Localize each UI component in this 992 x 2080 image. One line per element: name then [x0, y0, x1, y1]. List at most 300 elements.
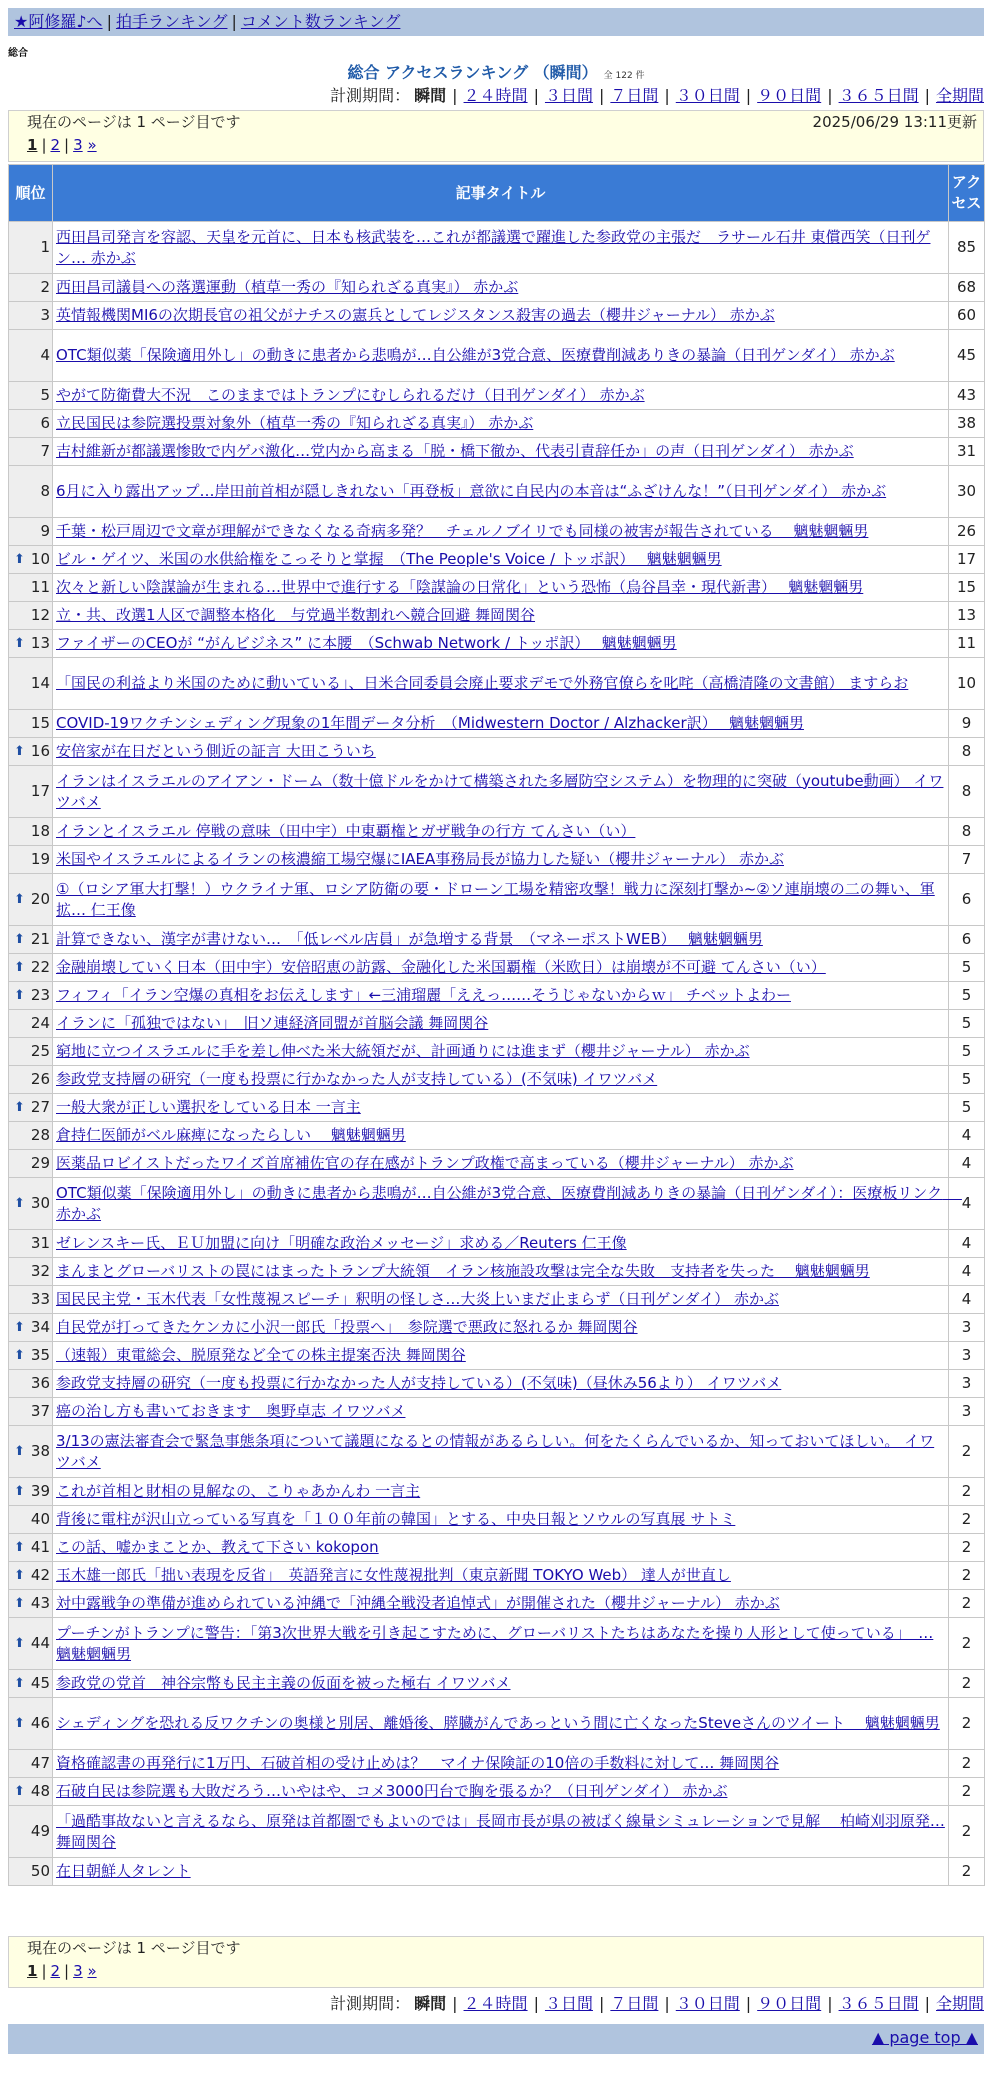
- period-option[interactable]: ２４時間: [463, 1994, 528, 2013]
- title-cell: [53, 1858, 949, 1886]
- article-title-link[interactable]: 立民国民は参院選投票対象外（植草一秀の『知られざる真実』） 赤かぶ: [56, 414, 534, 432]
- access-count: 2: [949, 1750, 985, 1778]
- table-row: [9, 1398, 985, 1426]
- rank-number: 9: [40, 522, 50, 540]
- table-row: [9, 1342, 985, 1370]
- rank-number: 45: [30, 1674, 50, 1692]
- rank-number: 15: [30, 714, 50, 732]
- article-title-link[interactable]: 資格確認書の再発行に1万円、石破首相の受け止めは？ マイナ保険証の10倍の手数料に対して… 舞岡関谷: [56, 1754, 780, 1772]
- article-title-link[interactable]: （速報）東電総会、脱原発など全ての株主提案否決 舞岡関谷: [56, 1346, 466, 1364]
- updated-timestamp: 2025/06/29 13:11更新: [812, 113, 977, 131]
- table-row: [9, 1670, 985, 1698]
- table-row: [9, 1258, 985, 1286]
- access-count: 5: [949, 982, 985, 1010]
- title-cell: [53, 1094, 949, 1122]
- rank-cell: [9, 1670, 53, 1698]
- title-cell: [53, 518, 949, 546]
- rank-cell: [9, 1750, 53, 1778]
- access-count: 2: [949, 1426, 985, 1478]
- access-count: 9: [949, 710, 985, 738]
- article-title-link[interactable]: 西田昌司議員への落選運動（植草一秀の『知られざる真実』） 赤かぶ: [56, 278, 519, 296]
- article-title-link[interactable]: イランとイスラエル 停戦の意味（田中宇）中東覇権とガザ戦争の行方 てんさい（い）: [56, 822, 636, 840]
- period-option[interactable]: 全期間: [935, 1994, 984, 2013]
- title-cell: [53, 546, 949, 574]
- rank-cell: [9, 846, 53, 874]
- table-row: [9, 1010, 985, 1038]
- table-row: [9, 1426, 985, 1478]
- title-cell: [53, 302, 949, 330]
- section-label: 総合: [8, 48, 28, 59]
- pagination-current-page: 1: [27, 136, 38, 154]
- article-title-link[interactable]: 玉木雄一郎氏「拙い表現を反省」 英語発言に女性蔑視批判（東京新聞 TOKYO Web） 達人が世直し: [56, 1566, 731, 1584]
- table-row: [9, 1478, 985, 1506]
- table-row: [9, 710, 985, 738]
- title-cell: [53, 466, 949, 518]
- table-row: [9, 658, 985, 710]
- rank-up-arrow-icon: ⬆: [14, 1568, 25, 1583]
- period-separator: |: [924, 1994, 930, 2013]
- title-cell: [53, 1178, 962, 1230]
- access-count: 3: [949, 1370, 985, 1398]
- rank-cell: [9, 1066, 53, 1094]
- article-title-link[interactable]: プーチンがトランプに警告：「第3次世界大戦を引き起こすために、グローバリストたちはあなたを操り人形として使っている」 … 魑魅魍魎男: [56, 1623, 934, 1663]
- rank-cell: [9, 1286, 53, 1314]
- title-cell: [53, 818, 949, 846]
- title-cell: [53, 1698, 949, 1750]
- rank-number: 4: [40, 346, 50, 364]
- access-count: 38: [949, 410, 985, 438]
- pagination-next[interactable]: »: [87, 136, 97, 154]
- title-cell: [53, 1426, 949, 1478]
- rank-up-arrow-icon: ⬆: [14, 1636, 25, 1651]
- access-count: 13: [949, 602, 985, 630]
- table-row: [9, 1698, 985, 1750]
- title-cell: [53, 1286, 949, 1314]
- rank-cell: [9, 1370, 53, 1398]
- article-title-link[interactable]: 安倍家が在日だという側近の証言 大田こういち: [56, 742, 376, 760]
- rank-cell: [9, 954, 53, 982]
- title-cell: [53, 710, 949, 738]
- rank-number: 11: [30, 578, 50, 596]
- rank-number: 12: [30, 606, 50, 624]
- rank-up-arrow-icon: ⬆: [14, 744, 25, 759]
- rank-cell: [9, 982, 53, 1010]
- article-title-link[interactable]: 米国やイスラエルによるイランの核濃縮工場空爆にIAEA事務局長が協力した疑い（櫻井ジャーナル） 赤かぶ: [56, 850, 784, 868]
- access-count: 2: [949, 1670, 985, 1698]
- comment-ranking-link[interactable]: コメント数ランキング: [240, 12, 401, 31]
- period-option[interactable]: ３０日間: [675, 1994, 740, 2013]
- nav-separator: |: [106, 12, 112, 31]
- period-separator: |: [745, 1994, 752, 2013]
- pagination-page-link[interactable]: 2: [50, 136, 61, 154]
- pagination-separator: |: [41, 136, 47, 154]
- article-title-link[interactable]: OTC類似薬「保険適用外し」の動きに患者から悲鳴が…自公維が3党合意、医療費削減ありきの暴論（日刊ゲンダイ）：医療板リンク 赤かぶ: [56, 1183, 962, 1223]
- article-title-link[interactable]: ①（ロシア軍大打撃！）ウクライナ軍、ロシア防衛の要・ドローン工場を精密攻撃！戦力に深刻打撃か~②ソ連崩壊の二の舞い、軍拡… 仁王像: [56, 879, 935, 919]
- rank-number: 10: [30, 550, 50, 568]
- article-title-link[interactable]: ゼレンスキー氏、ＥＵ加盟に向け「明確な政治メッセージ」求める／Reuters 仁王像: [56, 1234, 627, 1252]
- pagination-bottom: [27, 1961, 97, 1981]
- article-title-link[interactable]: 金融崩壊していく日本（田中宇）安倍昭恵の訪露、金融化した米国覇権（米欧日）は崩壊が不可避 てんさい（い）: [56, 958, 826, 976]
- rank-cell: [9, 1230, 53, 1258]
- rank-number: 5: [40, 386, 50, 404]
- access-count: 30: [949, 466, 985, 518]
- title-cell: [53, 602, 949, 630]
- article-title-link[interactable]: イランに「孤独ではない」 旧ソ連経済同盟が首脳会議 舞岡関谷: [56, 1014, 489, 1032]
- rank-up-arrow-icon: ⬆: [14, 988, 25, 1003]
- rank-cell: [9, 574, 53, 602]
- article-title-link[interactable]: 石破自民は参院選も大敗だろう…いやはや、コメ3000円台で胸を張るか？（日刊ゲンダイ） 赤かぶ: [56, 1782, 728, 1800]
- article-title-link[interactable]: これが首相と財相の見解なの、こりゃあかんわ 一言主: [56, 1482, 421, 1500]
- article-title-link[interactable]: 計算できない、漢字が書けない… 「低レベル店員」が急増する背景 （マネーポストWEB） 魑魅魍魎男: [56, 930, 763, 948]
- period-separator: |: [533, 1994, 539, 2013]
- rank-number: 41: [30, 1538, 50, 1556]
- article-title-link[interactable]: やがて防衛費大不況 このままではトランプにむしられるだけ（日刊ゲンダイ） 赤かぶ: [56, 386, 645, 404]
- table-row: [9, 926, 985, 954]
- rank-number: 2: [40, 278, 50, 296]
- rank-number: 43: [30, 1594, 50, 1612]
- rank-number: 27: [30, 1098, 50, 1116]
- rank-number: 42: [30, 1566, 50, 1584]
- table-row: [9, 518, 985, 546]
- rank-cell: [9, 1778, 53, 1806]
- access-count: 2: [949, 1618, 985, 1670]
- rank-cell: [9, 438, 53, 466]
- rank-up-arrow-icon: ⬆: [14, 1784, 25, 1799]
- period-option[interactable]: 全期間: [935, 86, 984, 105]
- period-label: 計測期間：: [330, 1994, 411, 2013]
- table-row: [9, 1230, 985, 1258]
- article-title-link[interactable]: 医薬品ロビイストだったワイズ首席補佐官の存在感がトランプ政権で高まっている（櫻井ジャーナル） 赤かぶ: [56, 1154, 794, 1172]
- clap-ranking-link[interactable]: 拍手ランキング: [115, 12, 228, 31]
- period-option[interactable]: ３６５日間: [838, 1994, 919, 2013]
- access-count: 3: [949, 1342, 985, 1370]
- period-option[interactable]: ２４時間: [463, 86, 528, 105]
- rank-number: 26: [30, 1070, 50, 1088]
- rank-cell: [9, 738, 53, 766]
- column-header-title: 記事タイトル: [53, 165, 949, 222]
- rank-cell: [9, 1150, 53, 1178]
- article-title-link[interactable]: 一般大衆が正しい選択をしている日本 一言主: [56, 1098, 361, 1116]
- title-cell: [53, 1534, 949, 1562]
- rank-number: 14: [30, 674, 50, 692]
- article-title-link[interactable]: 「国民の利益より米国のために動いている」、日米合同委員会廃止要求デモで外務官僚らを叱咤（高橋清隆の文書館） ますらお: [56, 674, 909, 692]
- article-title-link[interactable]: まんまとグローバリストの罠にはまったトランプ大統領 イラン核施設攻撃は完全な失敗 支持者を失った 魑魅魍魎男: [56, 1262, 870, 1280]
- rank-number: 34: [30, 1318, 50, 1336]
- access-count: 2: [949, 1698, 985, 1750]
- title-cell: [53, 1750, 949, 1778]
- article-title-link[interactable]: フィフィ「イラン空爆の真相をお伝えします」←三浦瑠麗「ええっ……そうじゃないからｗ」 チベットよわー: [56, 986, 791, 1004]
- period-separator: |: [827, 86, 833, 105]
- pagination-separator: |: [64, 1962, 70, 1980]
- article-title-link[interactable]: 参政党支持層の研究（一度も投票に行かなかった人が支持している）(不気味)（昼休み56より） イワツバメ: [56, 1374, 782, 1392]
- table-row: [9, 1858, 985, 1886]
- access-count: 7: [949, 846, 985, 874]
- rank-up-arrow-icon: ⬆: [14, 1596, 25, 1611]
- access-count: 2: [949, 1806, 985, 1858]
- rank-cell: [9, 1122, 53, 1150]
- article-title-link[interactable]: イランはイスラエルのアイアン・ドーム（数十億ドルをかけて構築された多層防空システム）を物理的に突破（youtube動画） イワツバメ: [56, 771, 944, 811]
- pagination-separator: |: [41, 1962, 47, 1980]
- rank-up-arrow-icon: ⬆: [14, 1100, 25, 1115]
- article-title-link[interactable]: 立・共、改選1人区で調整本格化 与党過半数割れへ競合回避 舞岡関谷: [56, 606, 536, 624]
- article-title-link[interactable]: 参政党の党首 神谷宗幣も民主主義の仮面を被った極右 イワツバメ: [56, 1674, 511, 1692]
- title-cell: [53, 574, 949, 602]
- article-title-link[interactable]: 英情報機関MI6の次期長官の祖父がナチスの憲兵としてレジスタンス殺害の過去（櫻井ジャーナル） 赤かぶ: [56, 306, 775, 324]
- access-count: 6: [949, 874, 985, 926]
- access-count: 8: [949, 738, 985, 766]
- title-cell: [53, 222, 949, 274]
- article-title-link[interactable]: 西田昌司発言を容認、天皇を元首に、日本も核武装を…これが都議選で躍進した参政党の主張だ ラサール石井 東償西笑（日刊ゲン… 赤かぶ: [56, 227, 931, 267]
- rank-cell: [9, 1534, 53, 1562]
- rank-up-arrow-icon: ⬆: [14, 1484, 25, 1499]
- rank-number: 40: [30, 1510, 50, 1528]
- rank-cell: [9, 1478, 53, 1506]
- table-row: [9, 738, 985, 766]
- rank-up-arrow-icon: ⬆: [14, 1320, 25, 1335]
- title-cell: [53, 1230, 949, 1258]
- article-title-link[interactable]: 癌の治し方も書いておきます 奥野卓志 イワツバメ: [56, 1402, 406, 1420]
- title-cell: [53, 766, 949, 818]
- access-count: 5: [949, 1066, 985, 1094]
- rank-cell: [9, 1618, 53, 1670]
- rank-number: 7: [40, 442, 50, 460]
- rank-number: 18: [30, 822, 50, 840]
- article-title-link[interactable]: 窮地に立つイスラエルに手を差し伸べた米大統領だが、計画通りには進まず（櫻井ジャーナル） 赤かぶ: [56, 1042, 750, 1060]
- access-count: 45: [949, 330, 985, 382]
- rank-number: 36: [30, 1374, 50, 1392]
- rank-cell: [9, 1590, 53, 1618]
- table-row: [9, 874, 985, 926]
- table-row: [9, 1778, 985, 1806]
- article-title-link[interactable]: COVID-19ワクチンシェディング現象の1年間データ分析 （Midwestern Doctor / Alzhacker訳） 魑魅魍魎男: [56, 714, 804, 732]
- rank-cell: [9, 1698, 53, 1750]
- title-cell: [53, 1506, 949, 1534]
- table-row: [9, 1094, 985, 1122]
- article-title-link[interactable]: 参政党支持層の研究（一度も投票に行かなかった人が支持している）(不気味) イワツバメ: [56, 1070, 658, 1088]
- period-separator: |: [745, 86, 752, 105]
- rank-up-arrow-icon: ⬆: [14, 932, 25, 947]
- pagination-next[interactable]: »: [87, 1962, 97, 1980]
- access-count: 4: [949, 1286, 985, 1314]
- title-cell: [53, 1562, 949, 1590]
- article-title-link[interactable]: この話、嘘かまことか、教えて下さい kokopon: [56, 1538, 379, 1556]
- title-cell: [53, 1478, 949, 1506]
- period-option[interactable]: ７日間: [610, 86, 659, 105]
- title-cell: [53, 1342, 949, 1370]
- title-cell: [53, 1778, 949, 1806]
- table-row: [9, 1286, 985, 1314]
- title-cell: [53, 410, 949, 438]
- rank-up-arrow-icon: ⬆: [14, 1196, 25, 1211]
- rank-number: 23: [30, 986, 50, 1004]
- rank-cell: [9, 1398, 53, 1426]
- access-count: 31: [949, 438, 985, 466]
- access-count: 2: [949, 1858, 985, 1886]
- table-row: [9, 1370, 985, 1398]
- article-title-link[interactable]: ビル・ゲイツ、米国の水供給権をこっそりと掌握 （The People's Voice / トッポ訳） 魑魅魍魎男: [56, 550, 722, 568]
- period-option[interactable]: ３６５日間: [838, 86, 919, 105]
- title-cell: [53, 330, 949, 382]
- rank-cell: [9, 766, 53, 818]
- access-count: 17: [949, 546, 985, 574]
- rank-cell: [9, 1010, 53, 1038]
- period-option[interactable]: ３日間: [544, 86, 593, 105]
- access-count: 60: [949, 302, 985, 330]
- title-cell: [53, 926, 949, 954]
- rank-cell: [9, 382, 53, 410]
- title-cell: [53, 1618, 949, 1670]
- table-row: [9, 766, 985, 818]
- table-row: [9, 1122, 985, 1150]
- title-cell: [53, 630, 949, 658]
- access-count: 85: [949, 222, 985, 274]
- title-cell: [53, 1122, 949, 1150]
- access-count: 2: [949, 1478, 985, 1506]
- rank-cell: [9, 1562, 53, 1590]
- access-count: 5: [949, 1010, 985, 1038]
- period-separator: |: [827, 1994, 833, 2013]
- title-cell: [53, 382, 949, 410]
- title-cell: [53, 1670, 949, 1698]
- access-count: 2: [949, 1590, 985, 1618]
- page-top-link[interactable]: ▲ page top ▲: [871, 2028, 978, 2047]
- access-count: 5: [949, 1094, 985, 1122]
- home-link[interactable]: ★阿修羅♪へ: [14, 12, 103, 31]
- title-cell: [53, 658, 949, 710]
- title-cell: [53, 1066, 949, 1094]
- article-title-link[interactable]: 自民党が打ってきたケンカに小沢一郎氏「投票へ」 参院選で悪政に怒れるか 舞岡関谷: [56, 1318, 638, 1336]
- period-option[interactable]: ９０日間: [757, 86, 822, 105]
- period-separator: |: [452, 1994, 458, 2013]
- page-title: [0, 60, 992, 83]
- table-row: [9, 438, 985, 466]
- article-title-link[interactable]: 国民民主党・玉木代表「女性蔑視スピーチ」釈明の怪しさ…大炎上いまだ止まらず（日刊ゲンダイ） 赤かぶ: [56, 1290, 779, 1308]
- table-row: [9, 546, 985, 574]
- article-title-link[interactable]: 「過酷事故ないと言えるなら、原発は首都圏でもよいのでは」長岡市長が県の被ばく線量シミュレーションで見解 柏崎刈羽原発… 舞岡関谷: [56, 1811, 945, 1851]
- period-option[interactable]: ７日間: [610, 1994, 659, 2013]
- access-count: 5: [949, 1038, 985, 1066]
- rank-number: 22: [30, 958, 50, 976]
- period-option[interactable]: ９０日間: [757, 1994, 822, 2013]
- rank-cell: [9, 1258, 53, 1286]
- title-cell: [53, 982, 949, 1010]
- rank-number: 47: [30, 1754, 50, 1772]
- period-separator: |: [598, 1994, 605, 2013]
- ranking-title: 総合 アクセスランキング （瞬間）: [347, 63, 598, 82]
- rank-number: 48: [30, 1782, 50, 1800]
- article-title-link[interactable]: 千葉・松戸周辺で文章が理解ができなくなる奇病多発？ チェルノブイリでも同様の被害が報告されている 魑魅魍魎男: [56, 522, 869, 540]
- table-row: [9, 1750, 985, 1778]
- title-cell: [53, 1314, 949, 1342]
- rank-number: 6: [40, 414, 50, 432]
- rank-cell: [9, 926, 53, 954]
- article-title-link[interactable]: 次々と新しい陰謀論が生まれる…世界中で進行する「陰謀論の日常化」という恐怖（烏谷昌幸・現代新書） 魑魅魍魎男: [56, 578, 864, 596]
- rank-cell: [9, 546, 53, 574]
- rank-cell: [9, 1506, 53, 1534]
- rank-cell: [9, 658, 53, 710]
- title-cell: [53, 874, 949, 926]
- rank-number: 38: [30, 1442, 50, 1460]
- title-cell: [53, 1590, 949, 1618]
- access-count: 8: [949, 818, 985, 846]
- table-row: [9, 410, 985, 438]
- table-row: [9, 574, 985, 602]
- column-header-rank: 順位: [9, 165, 53, 222]
- rank-cell: [9, 302, 53, 330]
- article-title-link[interactable]: 吉村維新が都議選惨敗で内ゲバ激化…党内から高まる「脱・橋下徹か、代表引責辞任か」の声（日刊ゲンダイ） 赤かぶ: [56, 442, 854, 460]
- article-title-link[interactable]: OTC類似薬「保険適用外し」の動きに患者から悲鳴が…自公維が3党合意、医療費削減ありきの暴論（日刊ゲンダイ） 赤かぶ: [56, 346, 895, 364]
- table-row: [9, 630, 985, 658]
- rank-up-arrow-icon: ⬆: [14, 1676, 25, 1691]
- access-count: 4: [949, 1230, 985, 1258]
- table-row: [9, 1066, 985, 1094]
- rank-cell: [9, 466, 53, 518]
- rank-cell: [9, 1342, 53, 1370]
- pagination-page-link[interactable]: 2: [50, 1962, 61, 1980]
- period-separator: |: [533, 86, 539, 105]
- access-count: 2: [949, 1562, 985, 1590]
- rank-cell: [9, 1178, 53, 1230]
- rank-number: 49: [30, 1822, 50, 1840]
- rank-number: 50: [30, 1862, 50, 1880]
- rank-number: 25: [30, 1042, 50, 1060]
- article-title-link[interactable]: 対中露戦争の準備が進められている沖縄で「沖縄全戦没者追悼式」が開催された（櫻井ジャーナル） 赤かぶ: [56, 1594, 780, 1612]
- table-row: [9, 302, 985, 330]
- article-title-link[interactable]: 背後に電柱が沢山立っている写真を「１００年前の韓国」とする、中央日報とソウルの写真展 サトミ: [56, 1510, 736, 1528]
- table-row: [9, 1806, 985, 1858]
- table-row: [9, 954, 985, 982]
- table-row: [9, 1562, 985, 1590]
- access-count: 4: [949, 1122, 985, 1150]
- rank-cell: [9, 1314, 53, 1342]
- article-title-link[interactable]: ファイザーのCEOが “がんビジネス” に本腰 （Schwab Network / トッポ訳） 魑魅魍魎男: [56, 634, 677, 652]
- table-row: [9, 1314, 985, 1342]
- period-option: 瞬間: [414, 1994, 447, 2013]
- rank-cell: [9, 410, 53, 438]
- rank-number: 16: [30, 742, 50, 760]
- article-title-link[interactable]: 倉持仁医師がベル麻痺になったらしい 魑魅魍魎男: [56, 1126, 406, 1144]
- pagination-page-link[interactable]: 3: [73, 1962, 83, 1980]
- period-option[interactable]: ３日間: [544, 1994, 593, 2013]
- rank-cell: [9, 818, 53, 846]
- rank-number: 44: [30, 1634, 50, 1652]
- bottom-bar: [8, 2024, 984, 2054]
- title-cell: [53, 438, 949, 466]
- rank-number: 30: [30, 1194, 50, 1212]
- rank-number: 13: [30, 634, 50, 652]
- rank-number: 37: [30, 1402, 50, 1420]
- period-option[interactable]: ３０日間: [675, 86, 740, 105]
- rank-number: 8: [40, 482, 50, 500]
- column-header-access: アクセス: [949, 165, 985, 222]
- access-count: 26: [949, 518, 985, 546]
- access-count: 4: [949, 1150, 985, 1178]
- article-title-link[interactable]: シェディングを恐れる反ワクチンの奥様と別居、離婚後、膵臓がんであっという間に亡くなったSteveさんのツイート 魑魅魍魎男: [56, 1714, 940, 1732]
- access-count: 2: [949, 1506, 985, 1534]
- period-separator: |: [664, 86, 670, 105]
- rank-up-arrow-icon: ⬆: [14, 892, 25, 907]
- total-count: 全 122 件: [603, 71, 645, 81]
- rank-number: 3: [40, 306, 50, 324]
- table-row: [9, 382, 985, 410]
- page-info-bottom: [8, 1936, 984, 1988]
- title-cell: [53, 954, 949, 982]
- article-title-link[interactable]: 在日朝鮮人タレント: [56, 1862, 191, 1880]
- article-title-link[interactable]: 6月に入り露出アップ…岸田前首相が隠しきれない「再登板」意欲に自民内の本音は“ふざけんな！”（日刊ゲンダイ） 赤かぶ: [56, 482, 887, 500]
- article-title-link[interactable]: 3/13の憲法審査会で緊急事態条項について議題になるとの情報があるらしい。何をたくらんでいるか、知っておいてほしい。 イワツバメ: [56, 1431, 935, 1471]
- table-row: [9, 330, 985, 382]
- pagination-page-link[interactable]: 3: [73, 136, 83, 154]
